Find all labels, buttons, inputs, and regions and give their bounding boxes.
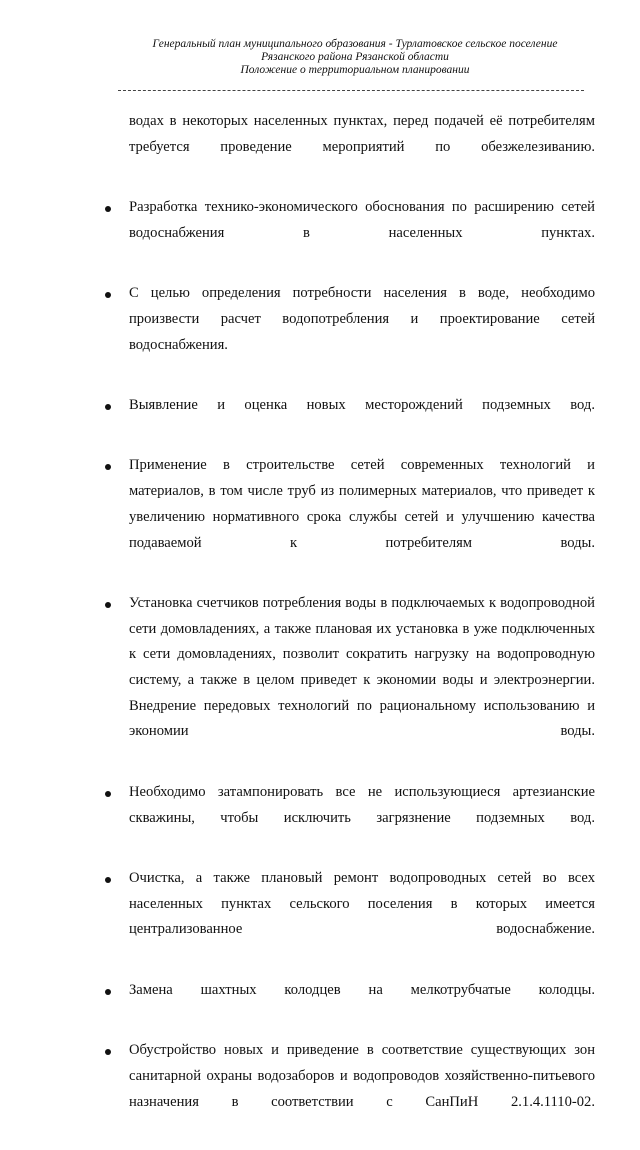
bullet-icon bbox=[105, 989, 111, 995]
list-item-text: Разработка технико-экономического обоснования по расширению сетей водоснабжения в населенных пунктах. bbox=[129, 199, 595, 241]
list-item-text: Выявление и оценка новых месторождений подземных вод. bbox=[129, 397, 595, 414]
header-divider bbox=[118, 90, 584, 91]
body-text bbox=[100, 109, 595, 1150]
list-item bbox=[100, 453, 595, 582]
page-header bbox=[110, 38, 600, 77]
list-item bbox=[100, 780, 595, 857]
list-item-text: Необходимо затампонировать все не использующиеся артезианские скважины, чтобы исключить загрязнение подземных вод. bbox=[129, 783, 595, 826]
list-item bbox=[100, 866, 595, 969]
list-item-text: С целью определения потребности населения в воде, необходимо произвести расчет водопотребления и проектирование сетей водоснабжения. bbox=[129, 285, 595, 353]
header-line-3: Положение о территориальном планировании bbox=[240, 64, 470, 76]
bullet-icon bbox=[105, 877, 111, 883]
list-item bbox=[100, 978, 595, 1029]
list-item bbox=[100, 591, 595, 771]
header-line-1: Генеральный план муниципального образования - Турлатовское сельское поселение bbox=[152, 38, 558, 50]
list-item-text: Обустройство новых и приведение в соответствие существующих зон санитарной охраны водозаборов и водопроводов хозяйственно-питьевого назначения в соответствии с СанПиН 2.1.4.1110-02. bbox=[129, 1042, 595, 1110]
lead-paragraph: водах в некоторых населенных пунктах, перед подачей её потребителям требуется проведение мероприятий по обезжелезиванию. bbox=[129, 113, 595, 155]
bullet-icon bbox=[105, 404, 111, 410]
list-item bbox=[100, 195, 595, 272]
list-item-text: Очистка, а также плановый ремонт водопроводных сетей во всех населенных пунктах сельского поселения в которых имеется централизованное водоснабжение. bbox=[129, 869, 595, 938]
bullet-icon bbox=[105, 791, 111, 797]
list-item bbox=[100, 281, 595, 384]
bullet-icon bbox=[105, 602, 111, 608]
list-item-text: Замена шахтных колодцев на мелкотрубчатые колодцы. bbox=[129, 981, 595, 998]
list-item-text: Установка счетчиков потребления воды в подключаемых к водопроводной сети домовладениях, а также плановая их установка в уже подключенных к сети домовладениях, позволит сократить нагрузку на водопроводную систему, а также в целом приведет к экономии воды и электроэнергии. Внедрение передовых технологий по рациональному использованию и экономии воды. bbox=[129, 594, 595, 740]
list-item-text: Применение в строительстве сетей современных технологий и материалов, в том числе труб из полимерных материалов, что приведет к увеличению нормативного срока службы сетей и улучшению качества подаваемой к потребителям воды. bbox=[129, 457, 595, 551]
header-line-2: Рязанского района Рязанской области bbox=[261, 51, 449, 63]
list-item bbox=[100, 1038, 595, 1141]
list-item bbox=[100, 393, 595, 444]
